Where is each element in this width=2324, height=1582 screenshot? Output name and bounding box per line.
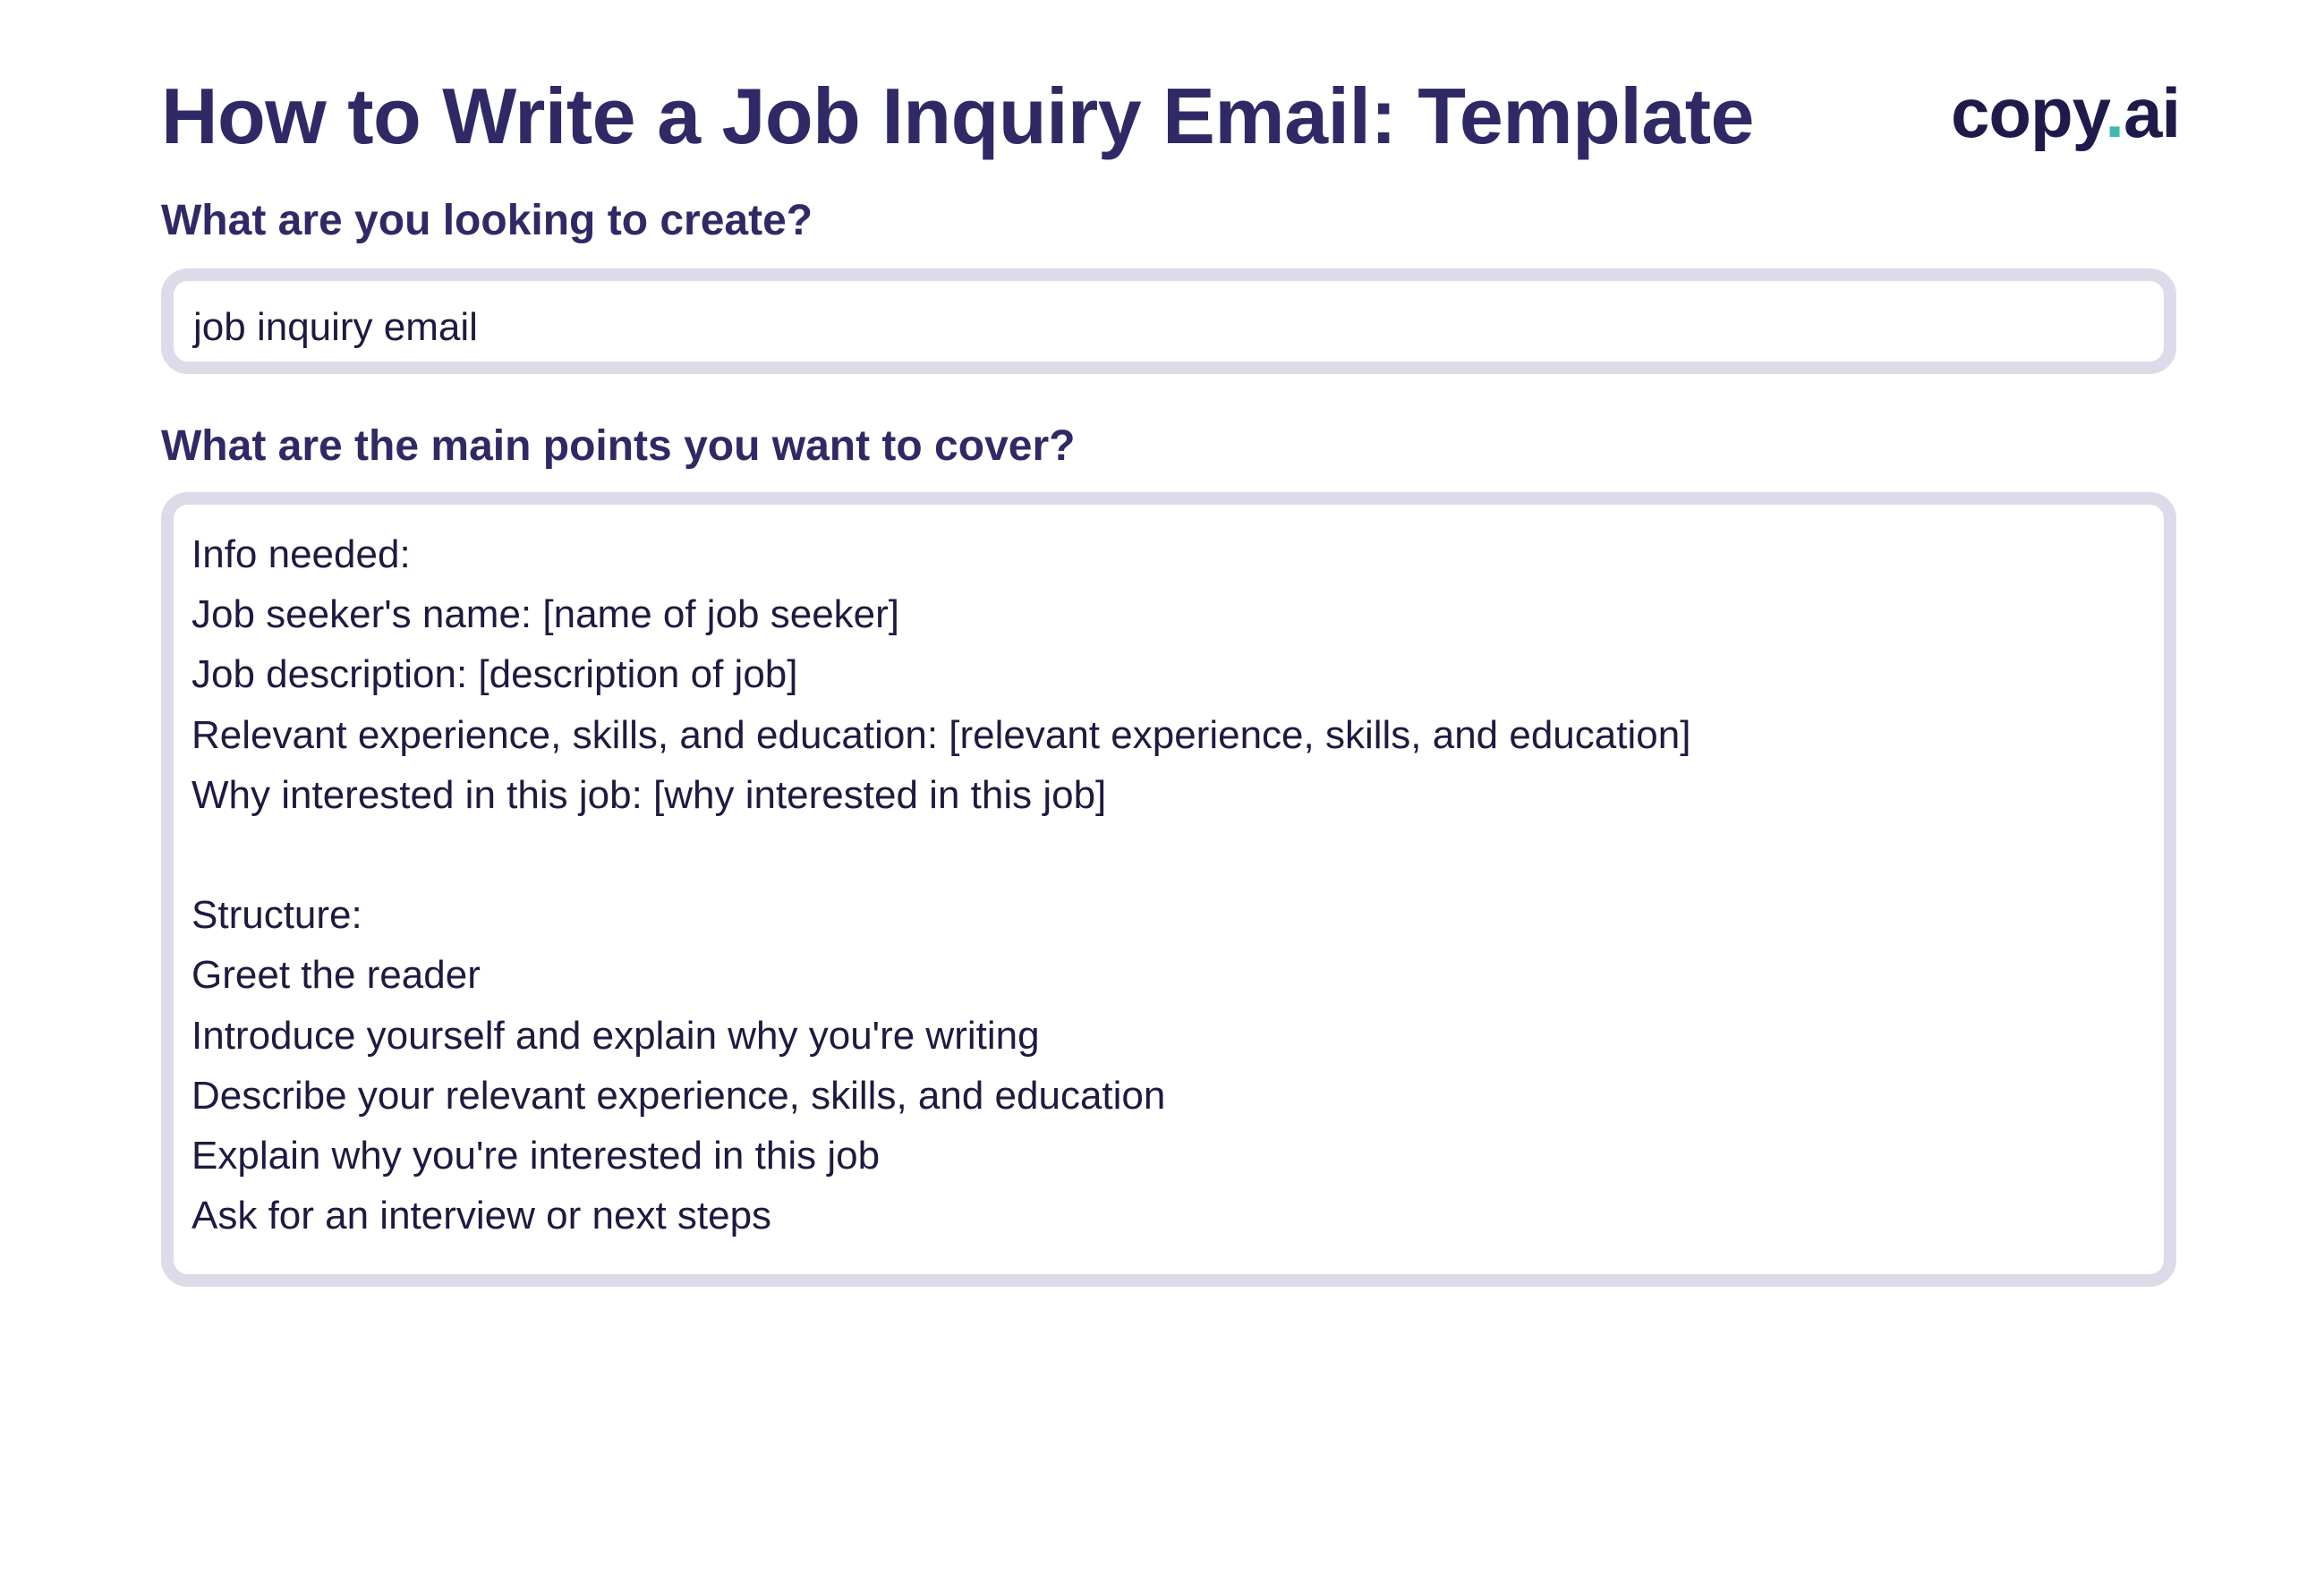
create-input-value: job inquiry email <box>193 305 478 349</box>
create-input-field[interactable] <box>161 268 2176 374</box>
main-points-line: Relevant experience, skills, and education: [relevant experience, skills, and education] <box>192 712 1691 757</box>
create-question-label: What are you looking to create? <box>161 197 813 244</box>
main-points-line: Structure: <box>192 893 362 938</box>
main-points-line: Explain why you're interested in this job <box>192 1133 881 1178</box>
main-points-line: Ask for an interview or next steps <box>192 1194 772 1238</box>
main-points-line: Why interested in this job: [why interested in this job] <box>192 772 1107 817</box>
logo-text-copy: copy <box>1951 73 2106 152</box>
main-points-textarea[interactable] <box>161 492 2176 1287</box>
main-points-line: Job description: [description of job] <box>192 652 798 697</box>
copy-ai-logo <box>1951 75 2180 152</box>
main-points-line: Introduce yourself and explain why you're writing <box>192 1013 1040 1058</box>
main-points-line: Greet the reader <box>192 953 481 998</box>
logo-text-ai: ai <box>2123 73 2180 152</box>
main-points-line: Job seeker's name: [name of job seeker] <box>192 592 900 637</box>
main-points-blank-line <box>192 825 1690 885</box>
page-title: How to Write a Job Inquiry Email: Template <box>161 72 1754 160</box>
main-points-line: Info needed: <box>192 532 411 576</box>
logo-dot: . <box>2105 73 2124 152</box>
main-points-question-label: What are the main points you want to cover? <box>161 422 1076 470</box>
main-points-line: Describe your relevant experience, skills, and education <box>192 1073 1166 1118</box>
main-points-lines <box>192 524 1690 1246</box>
